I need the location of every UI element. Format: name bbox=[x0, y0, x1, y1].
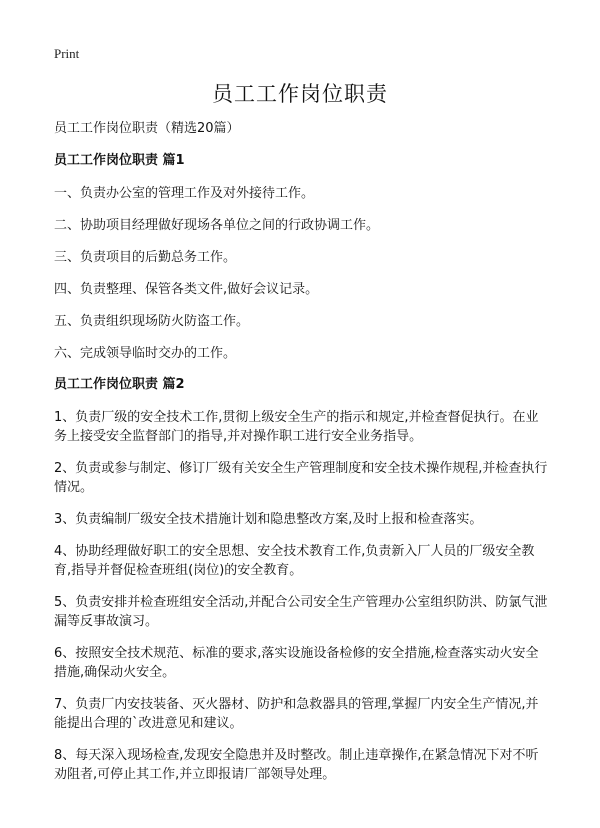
duty-item: 四、负责整理、保管各类文件,做好会议记录。 bbox=[54, 282, 319, 297]
duty-item: 8、每天深入现场检查,发现安全隐患并及时整改。制止违章操作,在紧急情况下对不听劝阻者,可停止其工作,并立即报请厂部领导处理。 bbox=[54, 748, 539, 782]
duty-item: 1、负责厂级的安全技术工作,贯彻上级安全生产的指示和规定,并检查督促执行。在业务上接受安全监督部门的指导,并对操作职工进行安全业务指导。 bbox=[54, 410, 539, 444]
duty-item: 3、负责编制厂级安全技术措施计划和隐患整改方案,及时上报和检查落实。 bbox=[54, 512, 483, 527]
duty-item: 7、负责厂内安技装备、灭火器材、防护和急救器具的管理,掌握厂内安全生产情况,并能提出合理的`改进意见和建议。 bbox=[54, 697, 539, 731]
duty-item: 五、负责组织现场防火防盗工作。 bbox=[54, 314, 250, 329]
duty-item: 2、负责或参与制定、修订厂级有关安全生产管理制度和安全技术操作规程,并检查执行情况。 bbox=[54, 461, 548, 495]
section-heading-1: 员工工作岗位职责 篇1 bbox=[54, 153, 185, 168]
section-heading-2: 员工工作岗位职责 篇2 bbox=[54, 377, 185, 392]
duty-item: 三、负责项目的后勤总务工作。 bbox=[54, 250, 237, 265]
print-link[interactable]: Print bbox=[54, 46, 80, 61]
duty-item: 5、负责安排并检查班组安全活动,并配合公司安全生产管理办公室组织防洪、防氯气泄漏等反事故演习。 bbox=[54, 595, 548, 629]
document-body bbox=[54, 120, 550, 797]
document-subtitle: 员工工作岗位职责（精选20篇） bbox=[54, 121, 240, 136]
duty-item: 二、协助项目经理做好现场各单位之间的行政协调工作。 bbox=[54, 218, 380, 233]
document-title: 员工工作岗位职责 bbox=[212, 82, 388, 106]
duty-item: 6、按照安全技术规范、标准的要求,落实设施设备检修的安全措施,检查落实动火安全措施,确保动火安全。 bbox=[54, 646, 539, 680]
duty-item: 六、完成领导临时交办的工作。 bbox=[54, 346, 237, 361]
duty-item: 4、协助经理做好职工的安全思想、安全技术教育工作,负责新入厂人员的厂级安全教育,指导并督促检查班组(岗位)的安全教育。 bbox=[54, 544, 535, 578]
duty-item: 一、负责办公室的管理工作及对外接待工作。 bbox=[54, 186, 315, 201]
